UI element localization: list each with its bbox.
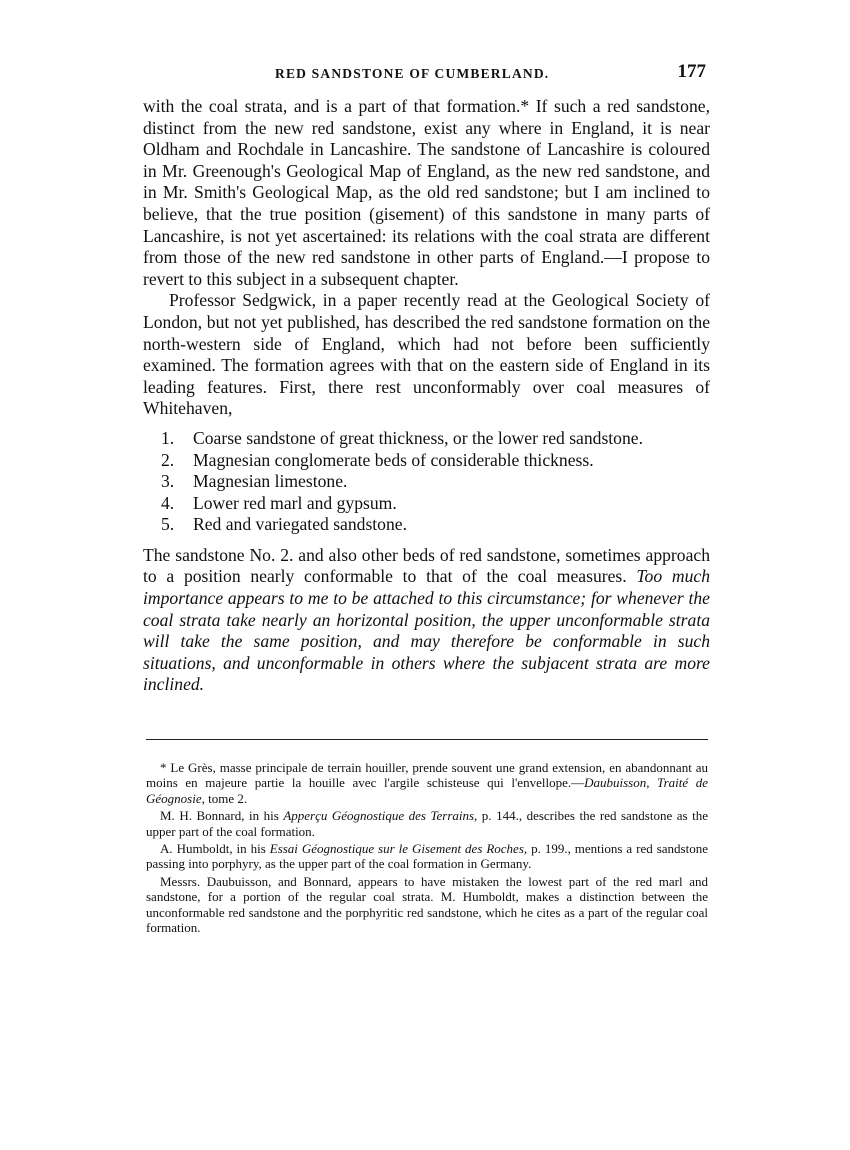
- footnote-2: [146, 808, 708, 839]
- list-item-text: Coarse sandstone of great thickness, or the lower red sandstone.: [193, 427, 643, 448]
- footnote-1-text: * Le Grès, masse principale de terrain houiller, prende souvent une grand extension, en abandonnant au moins en majeure partie la houille avec l'argile schisteuse qui l'envellope.—: [146, 760, 708, 791]
- footnote-rule: [146, 739, 708, 740]
- footnote-2-tail: p. 144., describes the red sandstone as the upper part of the coal formation.: [146, 808, 708, 839]
- footnote-3-text: A. Humboldt, in his: [160, 841, 270, 857]
- footnote-1-tail: tome 2.: [204, 790, 248, 806]
- strata-list: [143, 428, 710, 536]
- list-item-text: Red and variegated sandstone.: [193, 514, 407, 535]
- page-number: 177: [677, 61, 706, 82]
- body-text: [143, 96, 710, 696]
- list-item: [161, 493, 710, 515]
- list-item: [161, 428, 710, 450]
- paragraph-1: with the coal strata, and is a part of that formation.* If such a red sandstone, distinct from the new red sandstone, exist any where in England, it is near Oldham and Rochdale in Lancashire. The sandstone of Lancashire is coloured in Mr. Greenough's Geological Map of England, as the new red sandstone, and in Mr. Smith's Geological Map, as the old red sandstone; but I am inclined to believe, that the true position (gisement) of this sandstone in many parts of Lancashire, is not yet ascertained: its relations with the coal strata are different from those of the new red sandstone in other parts of England.—I propose to revert to this subject in a subsequent chapter.: [143, 96, 710, 289]
- list-item-number: 4.: [161, 492, 175, 513]
- list-item-number: 5.: [161, 514, 175, 535]
- paragraph-3-italic: Too much importance appears to me to be attached to this circumstance; for whenever the coal strata take nearly an horizontal position, the upper unconformable strata will take the same position, and may therefore be conformable in such situations, and unconformable in others where the subjacent strata are more inclined.: [143, 566, 710, 695]
- running-head: [143, 61, 710, 86]
- list-item-number: 3.: [161, 471, 175, 492]
- list-item-text: Lower red marl and gypsum.: [193, 492, 397, 513]
- footnote-1-citation: Daubuisson, Traité de Géognosie,: [146, 775, 708, 806]
- footnote-4: Messrs. Daubuisson, and Bonnard, appears to have mistaken the lowest part of the red marl and sandstone, for a portion of the regular coal strata. M. Humboldt, makes a distinction between the unconformable red sandstone and the porphyritic red sandstone, which he cites as a part of the regular coal formation.: [146, 873, 708, 936]
- list-item: [161, 450, 710, 472]
- list-item-text: Magnesian conglomerate beds of considerable thickness.: [193, 449, 594, 470]
- footnote-2-text: M. H. Bonnard, in his: [160, 808, 284, 824]
- paragraph-3: [143, 545, 710, 696]
- running-title: RED SANDSTONE OF CUMBERLAND.: [275, 66, 550, 81]
- footnote-1: [146, 760, 708, 806]
- list-item-number: 2.: [161, 449, 175, 470]
- paragraph-2: Professor Sedgwick, in a paper recently read at the Geological Society of London, but not yet published, has described the red sandstone formation on the north-western side of England, which had not before been sufficiently examined. The formation agrees with that on the eastern side of England in its leading features. First, there rest unconformably over coal measures of Whitehaven,: [143, 290, 710, 419]
- footnotes: [146, 760, 708, 937]
- list-item: [161, 514, 710, 536]
- paragraph-3-roman: The sandstone No. 2. and also other beds of red sandstone, sometimes approach to a position nearly conformable to that of the coal measures.: [143, 544, 710, 587]
- list-item-text: Magnesian limestone.: [193, 471, 348, 492]
- list-item-number: 1.: [161, 427, 175, 448]
- footnote-3-citation: Essai Géognostique sur le Gisement des Roches,: [269, 841, 528, 857]
- footnote-3-tail: p. 199., mentions a red sandstone passing into porphyry, as the upper part of the coal formation in Germany.: [146, 841, 708, 872]
- footnote-2-citation: Apperçu Géognostique des Terrains,: [283, 808, 478, 824]
- list-item: [161, 471, 710, 493]
- footnote-3: [146, 841, 708, 872]
